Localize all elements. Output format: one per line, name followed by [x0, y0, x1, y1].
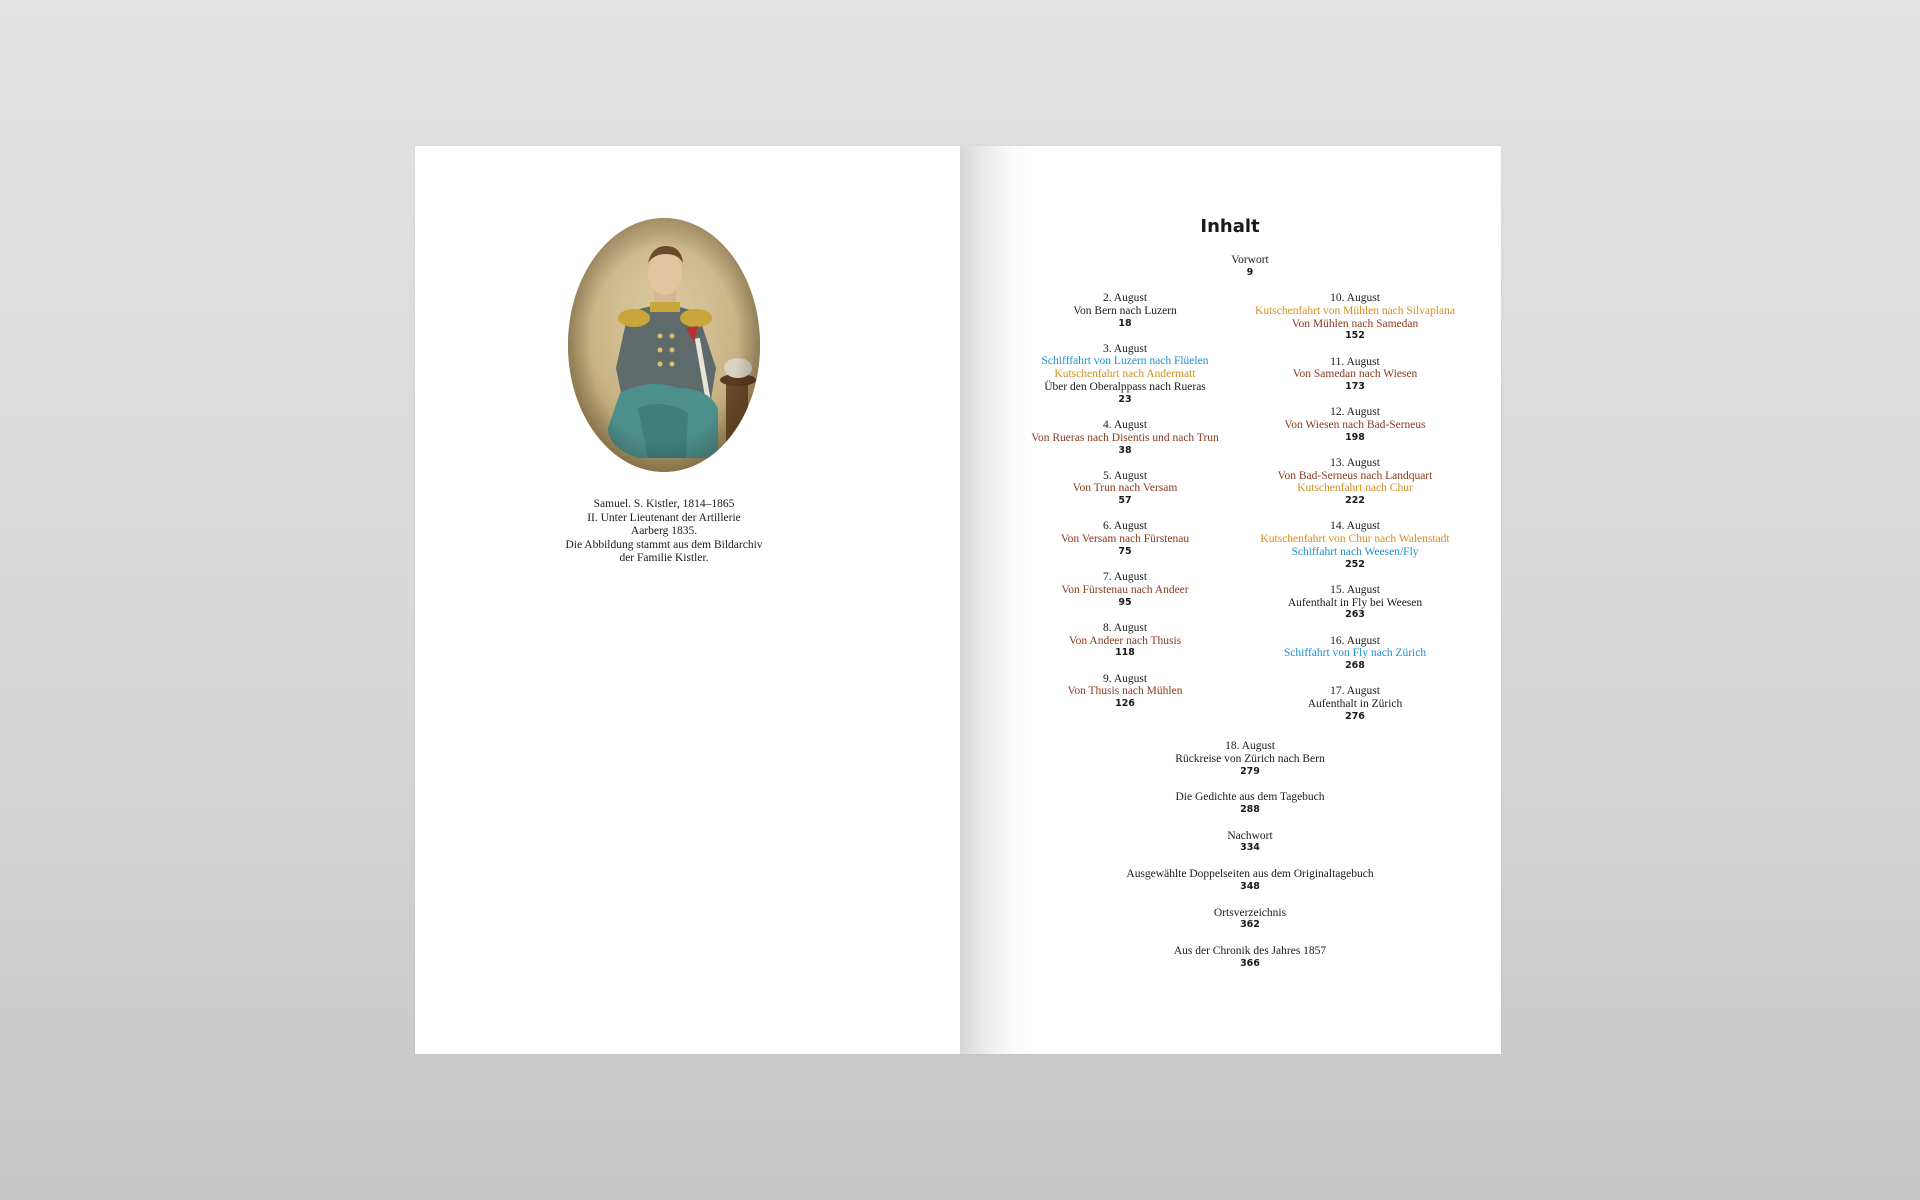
toc-entry[interactable]	[1126, 868, 1373, 894]
toc-entry-date: 3. August	[1102, 342, 1148, 355]
toc-entry[interactable]	[1042, 343, 1209, 407]
toc-entry-date: 18. August	[1225, 740, 1275, 752]
toc-entry-date: 4. August	[1102, 419, 1148, 431]
toc-entry[interactable]	[1175, 740, 1324, 778]
toc-entry[interactable]	[1031, 419, 1219, 457]
toc-entry-title: Aufenthalt in Fly bei Weesen	[1287, 596, 1423, 609]
toc-entry[interactable]	[1227, 830, 1272, 856]
left-page	[415, 146, 960, 1054]
toc-entry-date: 9. August	[1102, 672, 1148, 685]
toc-page-number: 366	[1240, 958, 1260, 970]
toc-entry[interactable]	[1255, 292, 1455, 343]
toc-entry-date: 6. August	[1102, 520, 1148, 533]
toc-page-number: 23	[1118, 393, 1132, 405]
toc-page-number: 268	[1345, 660, 1365, 672]
toc-entry[interactable]	[1061, 571, 1188, 609]
toc-entry-date: 14. August	[1330, 520, 1380, 533]
toc-entry-date: 16. August	[1330, 634, 1380, 647]
toc-entry[interactable]	[1073, 470, 1178, 508]
toc-entry-title: Die Gedichte aus dem Tagebuch	[1175, 790, 1325, 803]
toc-entry[interactable]	[1175, 791, 1324, 817]
toc-entry-title: Kutschenfahrt von Chur nach Walenstadt	[1260, 533, 1450, 546]
toc-entry[interactable]	[1073, 292, 1177, 330]
toc-page-number: 222	[1345, 495, 1365, 507]
toc-page-number: 38	[1118, 444, 1132, 456]
toc-entry-date: 13. August	[1330, 456, 1380, 469]
toc-entry[interactable]	[1061, 520, 1189, 558]
toc-page-number: 75	[1118, 545, 1132, 557]
toc-page-number: 252	[1345, 558, 1365, 570]
toc-entry-title: Von Versam nach Fürstenau	[1060, 533, 1190, 546]
toc-entry-title: Von Bad-Serneus nach Landquart	[1277, 469, 1433, 482]
toc-page-number: 173	[1345, 381, 1365, 393]
toc-entry[interactable]	[1308, 685, 1403, 723]
toc-entry[interactable]	[1278, 457, 1433, 508]
toc-entry-title: Von Wiesen nach Bad-Serneus	[1284, 418, 1426, 431]
toc-page-number: 348	[1240, 880, 1260, 892]
toc-entry-vorwort[interactable]	[1231, 254, 1268, 280]
toc-entry-date: 5. August	[1102, 469, 1148, 482]
toc-entry[interactable]	[1284, 635, 1426, 673]
toc-entry-date: 11. August	[1330, 355, 1380, 368]
toc-entry-title: Ausgewählte Doppelseiten aus dem Originaltagebuch	[1126, 868, 1374, 881]
toc-entry-title: Von Andeer nach Thusis	[1068, 634, 1182, 647]
toc-entry-date: 2. August	[1102, 292, 1148, 304]
toc-entry-date: 10. August	[1330, 292, 1380, 304]
toc-page-number: 198	[1345, 431, 1365, 443]
toc-entry-title: Nachwort	[1227, 829, 1273, 842]
toc-entry-title: Kutschenfahrt nach Andermatt	[1054, 368, 1196, 381]
toc-entry[interactable]	[1068, 673, 1183, 711]
caption-line: Samuel. S. Kistler, 1814–1865	[593, 498, 735, 510]
toc-entry[interactable]	[1214, 907, 1286, 933]
toc-entry-title: Aufenthalt in Zürich	[1307, 698, 1403, 711]
toc-entry-title: Von Thusis nach Mühlen	[1067, 685, 1183, 698]
portrait-caption	[515, 498, 813, 566]
toc-page-number: 126	[1115, 698, 1135, 710]
toc-page-number: 95	[1118, 596, 1132, 608]
toc-entry-date: 8. August	[1102, 621, 1148, 634]
toc-page-number: 118	[1115, 647, 1135, 659]
caption-line: II. Unter Lieutenant der Artillerie	[587, 511, 741, 524]
caption-line: Die Abbildung stammt aus dem Bildarchiv	[565, 538, 763, 551]
caption-line: der Familie Kistler.	[619, 552, 709, 564]
toc-entry-title: Von Samedan nach Wiesen	[1292, 368, 1418, 381]
toc-entry[interactable]	[1069, 622, 1181, 660]
toc-entry[interactable]	[1260, 520, 1449, 571]
right-page	[960, 146, 1501, 1054]
toc-page-number: 334	[1240, 842, 1260, 854]
toc-entry[interactable]	[1284, 406, 1425, 444]
toc-entry-title: Kutschenfahrt nach Chur	[1297, 482, 1413, 495]
toc-page-number: 263	[1345, 609, 1365, 621]
toc-page-number: 9	[1246, 266, 1254, 278]
toc-page-number: 288	[1240, 803, 1260, 815]
toc-page-number: 18	[1118, 317, 1132, 329]
toc-entry-date: 17. August	[1330, 685, 1380, 698]
toc-entry-title: Von Fürstenau nach Andeer	[1061, 583, 1189, 596]
toc-entry-title: Von Trun nach Versam	[1072, 482, 1178, 495]
toc-entry-title: Von Mühlen nach Samedan	[1291, 317, 1419, 330]
toc-page-number: 276	[1345, 710, 1365, 722]
book-spread	[415, 146, 1501, 1054]
toc-entry-title: Von Rueras nach Disentis und nach Trun	[1031, 431, 1219, 444]
toc-entry-title: Kutschenfahrt von Mühlen nach Silvaplana	[1255, 304, 1455, 317]
toc-entry-title: Rückreise von Zürich nach Bern	[1175, 752, 1325, 765]
toc-entry-title: Ortsverzeichnis	[1213, 906, 1287, 919]
toc-entry[interactable]	[1293, 356, 1418, 394]
caption-line: Aarberg 1835.	[630, 525, 698, 537]
toc-entry-title: Von Bern nach Luzern	[1073, 304, 1177, 317]
toc-entry-title: Schiffahrt von Fly nach Zürich	[1283, 647, 1427, 660]
toc-entry-title: Schifffahrt von Luzern nach Flüelen	[1041, 355, 1209, 368]
toc-entry-title: Schiffahrt nach Weesen/Fly	[1291, 545, 1419, 558]
toc-entry[interactable]	[1174, 945, 1326, 971]
toc-entry-date: 15. August	[1330, 583, 1380, 596]
toc-entry-date: 7. August	[1102, 571, 1148, 584]
toc-page-number: 57	[1118, 495, 1132, 507]
toc-entry[interactable]	[1288, 584, 1422, 622]
gutter-shadow	[960, 146, 1030, 1054]
toc-page-number: 279	[1240, 765, 1260, 777]
portrait-image	[568, 218, 760, 472]
toc-page-number: 362	[1240, 919, 1260, 931]
toc-entry-label: Vorwort	[1231, 254, 1269, 266]
toc-entry-title: Aus der Chronik des Jahres 1857	[1173, 945, 1327, 958]
toc-entry-title: Über den Oberalppass nach Rueras	[1044, 381, 1206, 394]
toc-title: Inhalt	[1200, 216, 1260, 237]
toc-page-number: 152	[1345, 330, 1365, 342]
toc-entry-date: 12. August	[1330, 406, 1380, 419]
